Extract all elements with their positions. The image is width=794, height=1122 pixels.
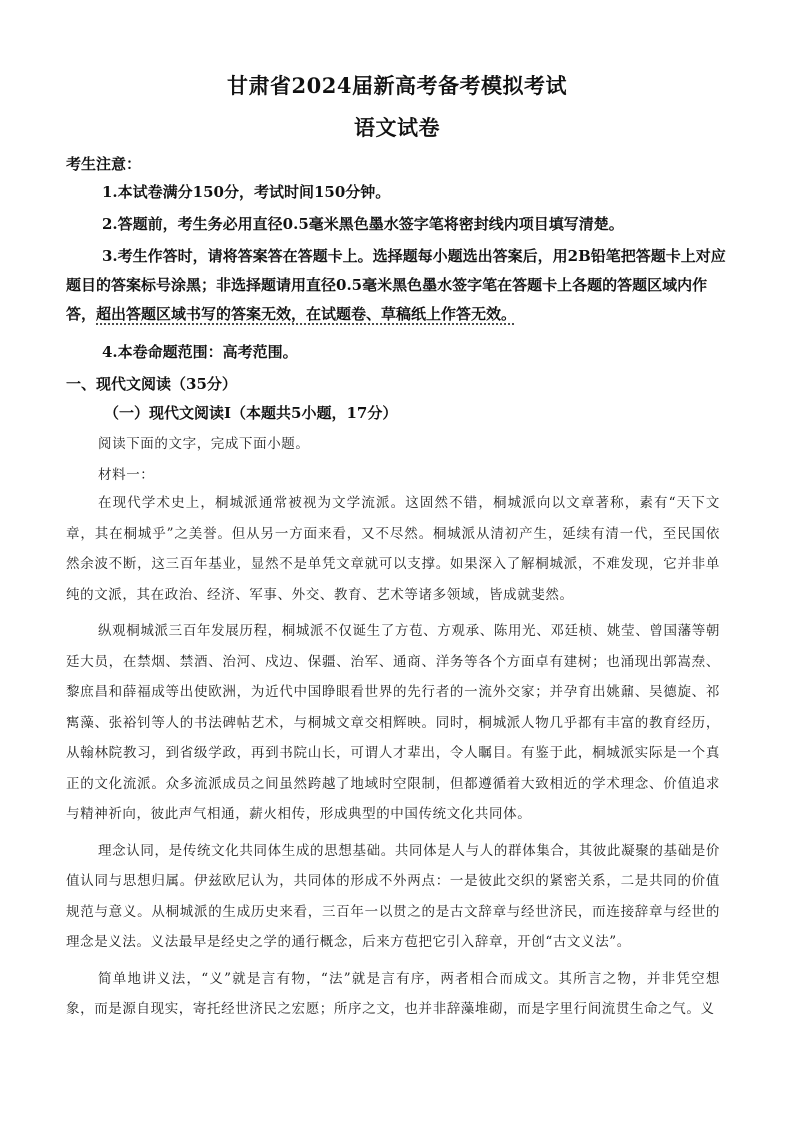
notice-item-2: 2.答题前，考生务必用直径0.5毫米黑色墨水签字笔将密封线内项目填写清楚。 [102, 215, 624, 233]
exam-title: 甘肃省2024届新高考备考模拟考试 [227, 73, 567, 98]
material-label: 材料一： [98, 467, 155, 483]
section-heading: 一、现代文阅读（35分） [66, 375, 237, 393]
notice-item-3 [66, 242, 730, 329]
notice-item-3-text: 3.考生作答时，请将答案答在答题卡上。选择题每小题选出答案后，用2B铅笔把答题卡上对应题目的答案标号涂黑；非选择题请用直径0.5毫米黑色墨水签字笔在答题卡上各题的答题区域内作答， [66, 247, 726, 323]
paragraph-3: 理念认同，是传统文化共同体生成的思想基础。共同体是人与人的群体集合，其彼此凝聚的基础是价值认同与思想归属。伊兹欧尼认为，共同体的形成不外两点：一是彼此交织的紧密关系，二是共同的价值规范与意义。从桐城派的生成历史来看，三百年一以贯之的是古文辞章与经世济民，而连接辞章与经世的理念是义法。义法最早是经史之学的通行概念，后来方苞把它引入辞章，开创“古文义法”。 [66, 842, 720, 950]
paragraph-2: 纵观桐城派三百年发展历程，桐城派不仅诞生了方苞、方观承、陈用光、邓廷桢、姚莹、曾国藩等朝廷大员，在禁烟、禁酒、治河、戍边、保疆、治军、通商、洋务等各个方面卓有建树；也涌现出郭嵩焘、黎庶昌和薛福成等出使欧洲，为近代中国睁眼看世界的先行者的一流外交家；并孕育出姚鼐、吴德旋、祁寯藻、张裕钊等人的书法碑帖艺术，与桐城文章交相辉映。同时，桐城派人物几乎都有丰富的教育经历，从翰林院教习，到省级学政，再到书院山长，可谓人才辈出，令人瞩目。有鉴于此，桐城派实际是一个真正的文化流派。众多流派成员之间虽然跨越了地域时空限制，但都遵循着大致相近的学术理念、价值追求与精神祈向，彼此声气相通，薪火相传，形成典型的中国传统文化共同体。 [66, 623, 720, 822]
notice-item-1: 1.本试卷满分150分，考试时间150分钟。 [102, 183, 391, 201]
notice-item-4: 4.本卷命题范围：高考范围。 [102, 343, 298, 361]
reading-instruction: 阅读下面的文字，完成下面小题。 [98, 436, 310, 452]
paragraph-4: 简单地讲义法，“义”就是言有物，“法”就是言有序，两者相合而成文。其所言之物，并非凭空想象，而是源自现实，寄托经世济民之宏愿；所序之文，也并非辞藻堆砌，而是字里行间流贯生命之气。义 [66, 970, 720, 1017]
exam-subtitle: 语文试卷 [354, 115, 440, 140]
notice-heading: 考生注意： [66, 155, 142, 173]
paragraph-1: 在现代学术史上，桐城派通常被视为文学流派。这固然不错，桐城派向以文章著称，素有“天下文章，其在桐城乎”之美誉。但从另一方面来看，又不尽然。桐城派从清初产生，延续有清一代，至民国依然余波不断，这三百年基业，显然不是单凭文章就可以支撑。如果深入了解桐城派，不难发现，它并非单纯的文派，其在政治、经济、军事、外交、教育、艺术等诸多领域，皆成就斐然。 [66, 495, 720, 603]
notice-item-3-emphasis: 超出答题区域书写的答案无效，在试题卷、草稿纸上作答无效。 [96, 305, 517, 323]
subsection-heading: （一）现代文阅读Ⅰ（本题共5小题，17分） [104, 404, 398, 422]
material-body [66, 488, 720, 1031]
